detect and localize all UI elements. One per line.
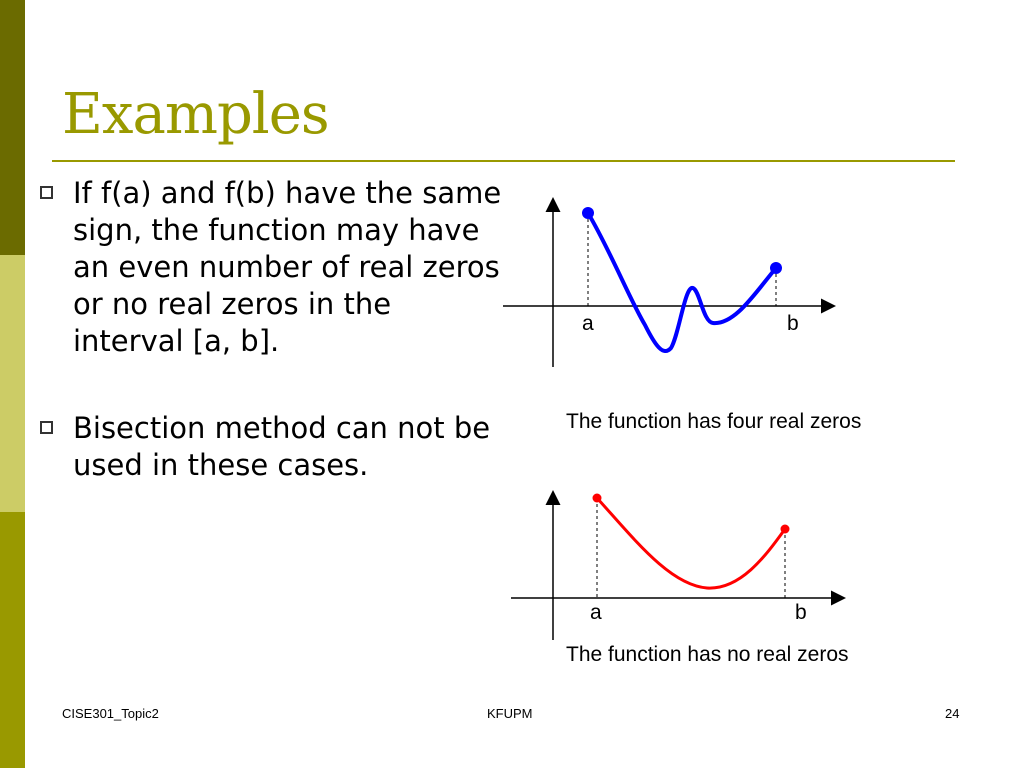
point-fb [781, 525, 790, 534]
blue-curve [588, 213, 776, 351]
side-bar-light [0, 255, 25, 512]
square-bullet-icon [40, 421, 53, 434]
bullet-item-1 [40, 175, 510, 360]
red-curve [597, 498, 785, 588]
side-bar-olive [0, 512, 25, 768]
footer-course: CISE301_Topic2 [62, 706, 159, 721]
side-bar-dark [0, 0, 25, 255]
graph-no-zeros [495, 485, 855, 645]
label-b: b [787, 312, 799, 335]
caption-four-zeros: The function has four real zeros [566, 410, 862, 433]
bullet-item-2 [40, 410, 510, 484]
caption-no-zeros: The function has no real zeros [566, 643, 849, 666]
point-fa [582, 207, 594, 219]
title-underline [52, 160, 955, 162]
square-bullet-icon [40, 186, 53, 199]
point-fa [593, 494, 602, 503]
label-b: b [795, 601, 807, 624]
graph-four-zeros [495, 185, 845, 375]
label-a: a [590, 601, 602, 624]
point-fb [770, 262, 782, 274]
bullet-text-2: Bisection method can not be used in these cases. [73, 411, 491, 482]
label-a: a [582, 312, 594, 335]
bullet-text-1: If f(a) and f(b) have the same sign, the function may have an even number of real zeros or no real zeros in the interval [a, b]. [73, 176, 502, 358]
footer-institution: KFUPM [487, 706, 533, 721]
footer-page-number: 24 [945, 706, 960, 721]
slide-title: Examples [62, 82, 329, 147]
